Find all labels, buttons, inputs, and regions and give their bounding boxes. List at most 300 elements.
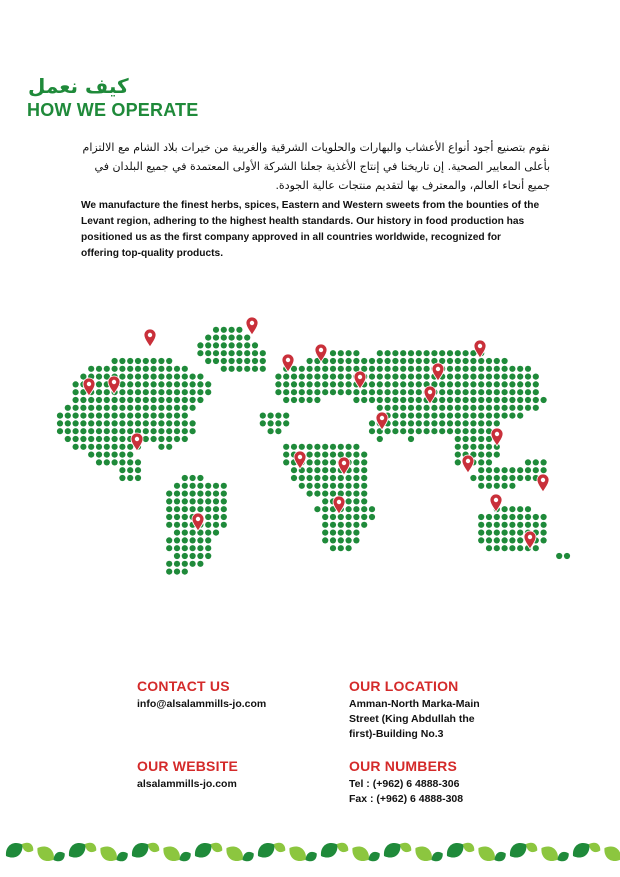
map-dot — [424, 428, 430, 434]
map-dot — [127, 358, 133, 364]
map-dot — [221, 491, 227, 497]
map-dot — [205, 514, 211, 520]
map-dot — [517, 545, 523, 551]
map-dot — [80, 397, 86, 403]
intro-paragraph-arabic: نقوم بتصنيع أجود أنواع الأعشاب والبهارات والحلويات الشرقية والغربية من خيرات بلاد الشام مع الالتزام بأعلى المعايير الصحية. إن تاريخنا في إنتاج الأغذية جعلنا الشركة الأولى المعتمدة في جميع البلدان في جميع أنحاء العالم، والمعترف بها لتقديم منتجات عالية الجودة. — [82, 141, 550, 192]
map-dot — [221, 522, 227, 528]
map-dot — [494, 374, 500, 380]
map-dot — [143, 374, 149, 380]
map-dot — [439, 413, 445, 419]
map-dot — [190, 498, 196, 504]
map-dot — [166, 389, 172, 395]
map-dot — [463, 413, 469, 419]
map-dot — [408, 420, 414, 426]
map-dot — [322, 366, 328, 372]
map-dot — [525, 405, 531, 411]
map-dot — [322, 452, 328, 458]
map-dot — [166, 405, 172, 411]
map-dot — [361, 522, 367, 528]
map-dot — [525, 397, 531, 403]
map-dot — [447, 420, 453, 426]
map-dot — [112, 405, 118, 411]
map-dot — [494, 420, 500, 426]
map-dot — [353, 358, 359, 364]
map-dot — [205, 506, 211, 512]
leaf-icon — [601, 842, 620, 865]
website-link[interactable]: alsalammills-jo.com — [137, 778, 237, 790]
map-dot — [88, 397, 94, 403]
map-dot — [509, 545, 515, 551]
map-dot — [447, 428, 453, 434]
map-dot — [478, 413, 484, 419]
map-dot — [80, 420, 86, 426]
map-dot — [307, 374, 313, 380]
map-dot — [166, 537, 172, 543]
map-dot — [96, 436, 102, 442]
map-dot — [135, 381, 141, 387]
map-dot — [392, 413, 398, 419]
map-dot — [346, 545, 352, 551]
map-dot — [182, 545, 188, 551]
map-dot — [236, 358, 242, 364]
map-dot — [166, 514, 172, 520]
numbers-heading: OUR NUMBERS — [349, 758, 457, 774]
map-pin-icon — [144, 329, 156, 347]
map-dot — [338, 522, 344, 528]
map-dot — [502, 389, 508, 395]
map-dot — [96, 366, 102, 372]
map-dot — [127, 405, 133, 411]
map-dot — [494, 366, 500, 372]
map-dot — [291, 475, 297, 481]
map-dot — [119, 366, 125, 372]
map-dot — [127, 397, 133, 403]
map-dot — [478, 537, 484, 543]
map-dot — [525, 389, 531, 395]
map-dot — [533, 405, 539, 411]
map-dot — [494, 397, 500, 403]
map-dot — [291, 397, 297, 403]
map-dot — [322, 530, 328, 536]
map-dot — [330, 475, 336, 481]
map-dot — [190, 381, 196, 387]
leaf-icon — [443, 839, 467, 862]
map-dot — [338, 358, 344, 364]
map-dot — [408, 381, 414, 387]
map-dot — [314, 374, 320, 380]
map-dot — [353, 514, 359, 520]
map-dot — [486, 467, 492, 473]
map-dot — [486, 436, 492, 442]
leaf-icon — [412, 842, 436, 865]
map-dot — [392, 358, 398, 364]
map-dot — [486, 358, 492, 364]
map-dot — [509, 397, 515, 403]
map-dot — [346, 475, 352, 481]
map-dot — [455, 358, 461, 364]
map-dot — [229, 366, 235, 372]
map-dot — [455, 366, 461, 372]
map-dot — [119, 428, 125, 434]
map-dot — [478, 358, 484, 364]
map-dot — [127, 452, 133, 458]
map-dot — [158, 397, 164, 403]
map-dot — [525, 381, 531, 387]
map-dot — [182, 514, 188, 520]
map-dot — [447, 366, 453, 372]
map-dot — [174, 537, 180, 543]
map-dot — [330, 358, 336, 364]
map-dot — [486, 522, 492, 528]
map-dot — [205, 545, 211, 551]
map-dot — [135, 459, 141, 465]
map-dot — [470, 389, 476, 395]
map-dot — [182, 420, 188, 426]
map-dot — [260, 350, 266, 356]
map-dot — [361, 459, 367, 465]
map-dot — [236, 366, 242, 372]
map-dot — [158, 444, 164, 450]
map-dot — [182, 436, 188, 442]
map-dot — [431, 420, 437, 426]
map-dot — [213, 514, 219, 520]
map-dot — [205, 335, 211, 341]
map-dot — [104, 444, 110, 450]
map-dot — [330, 374, 336, 380]
map-dot — [174, 381, 180, 387]
map-dot — [236, 350, 242, 356]
map-dot — [322, 483, 328, 489]
map-dot — [221, 366, 227, 372]
map-dot — [190, 475, 196, 481]
map-dot — [377, 358, 383, 364]
map-dot — [221, 350, 227, 356]
map-dot — [158, 366, 164, 372]
map-dot — [190, 530, 196, 536]
map-dot — [57, 428, 63, 434]
map-dot — [322, 467, 328, 473]
map-dot — [424, 420, 430, 426]
map-dot — [517, 475, 523, 481]
map-dot — [392, 374, 398, 380]
map-dot — [260, 358, 266, 364]
map-dot — [197, 397, 203, 403]
map-dot — [353, 483, 359, 489]
map-dot — [283, 459, 289, 465]
map-dot — [416, 366, 422, 372]
map-dot — [431, 350, 437, 356]
map-dot — [104, 397, 110, 403]
map-dot — [416, 350, 422, 356]
map-dot — [502, 537, 508, 543]
map-dot — [143, 405, 149, 411]
map-dot — [517, 374, 523, 380]
map-dot — [197, 342, 203, 348]
map-dot — [119, 444, 125, 450]
map-dot — [330, 514, 336, 520]
map-dot — [88, 428, 94, 434]
map-dot — [119, 459, 125, 465]
map-dot — [244, 335, 250, 341]
map-dot — [322, 506, 328, 512]
map-dot — [190, 428, 196, 434]
map-dot — [112, 397, 118, 403]
map-dot — [135, 475, 141, 481]
map-dot — [400, 397, 406, 403]
map-dot — [260, 420, 266, 426]
map-dot — [525, 366, 531, 372]
map-dot — [470, 436, 476, 442]
map-dot — [174, 522, 180, 528]
map-dot — [299, 444, 305, 450]
map-dot — [127, 420, 133, 426]
map-dot — [314, 483, 320, 489]
map-dot — [221, 514, 227, 520]
map-dot — [502, 467, 508, 473]
map-dot — [509, 475, 515, 481]
map-dot — [190, 491, 196, 497]
map-dot — [291, 444, 297, 450]
map-dot — [478, 405, 484, 411]
map-dot — [322, 374, 328, 380]
map-dot — [361, 514, 367, 520]
map-dot — [463, 366, 469, 372]
map-dot — [517, 413, 523, 419]
map-dot — [478, 374, 484, 380]
map-dot — [353, 397, 359, 403]
map-dot — [119, 389, 125, 395]
map-dot — [338, 545, 344, 551]
map-dot — [369, 506, 375, 512]
map-dot — [197, 553, 203, 559]
map-dot — [431, 413, 437, 419]
leaf-icon — [506, 839, 530, 862]
map-dot — [330, 459, 336, 465]
map-dot — [377, 381, 383, 387]
map-dot — [275, 389, 281, 395]
map-dot — [182, 483, 188, 489]
map-dot — [346, 522, 352, 528]
map-dot — [478, 475, 484, 481]
map-dot — [447, 350, 453, 356]
map-dot — [174, 506, 180, 512]
map-dot — [509, 366, 515, 372]
map-dot — [525, 467, 531, 473]
map-dot — [509, 381, 515, 387]
map-dot — [463, 436, 469, 442]
map-dot — [73, 389, 79, 395]
leaf-icon — [286, 842, 310, 865]
map-dot — [190, 420, 196, 426]
map-dot — [486, 459, 492, 465]
map-dot — [322, 522, 328, 528]
map-dot — [299, 483, 305, 489]
map-dot — [392, 405, 398, 411]
map-dot — [197, 491, 203, 497]
map-dot — [112, 459, 118, 465]
map-dot — [338, 530, 344, 536]
map-dot — [385, 389, 391, 395]
map-dot — [330, 483, 336, 489]
map-dot — [424, 374, 430, 380]
leaf-icon — [2, 839, 26, 862]
map-dot — [127, 413, 133, 419]
map-dot — [533, 381, 539, 387]
map-dot — [88, 444, 94, 450]
map-dot — [182, 381, 188, 387]
map-dot — [88, 436, 94, 442]
map-dot — [486, 475, 492, 481]
map-dot — [346, 350, 352, 356]
map-dot — [509, 506, 515, 512]
map-dot — [439, 397, 445, 403]
map-pin-icon — [108, 376, 120, 394]
map-dot — [494, 381, 500, 387]
map-dot — [478, 397, 484, 403]
map-dot — [127, 444, 133, 450]
map-dot — [346, 514, 352, 520]
map-dot — [174, 553, 180, 559]
map-dot — [197, 350, 203, 356]
map-dot — [174, 405, 180, 411]
map-dot — [275, 428, 281, 434]
map-dot — [424, 350, 430, 356]
map-dot — [541, 467, 547, 473]
map-dot — [213, 358, 219, 364]
map-dot — [166, 358, 172, 364]
map-dot — [174, 413, 180, 419]
leaf-icon — [569, 839, 593, 862]
map-dot — [447, 413, 453, 419]
map-dot — [478, 444, 484, 450]
map-dot — [377, 374, 383, 380]
map-dot — [221, 358, 227, 364]
map-dot — [268, 428, 274, 434]
map-dot — [104, 389, 110, 395]
map-dot — [447, 381, 453, 387]
map-dot — [502, 475, 508, 481]
map-dot — [307, 452, 313, 458]
map-dot — [314, 452, 320, 458]
map-dot — [135, 374, 141, 380]
map-dot — [463, 428, 469, 434]
map-dot — [174, 498, 180, 504]
map-dot — [213, 530, 219, 536]
map-dot — [416, 413, 422, 419]
page-title-arabic: كيف نعمل — [28, 74, 129, 98]
map-dot — [470, 397, 476, 403]
map-dot — [455, 459, 461, 465]
map-dot — [533, 389, 539, 395]
map-dot — [96, 444, 102, 450]
map-dot — [385, 397, 391, 403]
map-dot — [283, 413, 289, 419]
map-dot — [174, 389, 180, 395]
map-dot — [182, 405, 188, 411]
map-dot — [174, 428, 180, 434]
map-dot — [213, 335, 219, 341]
map-dot — [190, 397, 196, 403]
map-dot — [353, 444, 359, 450]
map-dot — [416, 389, 422, 395]
map-dot — [57, 413, 63, 419]
map-dot — [158, 428, 164, 434]
map-dot — [96, 397, 102, 403]
map-dot — [338, 366, 344, 372]
map-dot — [174, 514, 180, 520]
map-dot — [166, 381, 172, 387]
map-dot — [361, 491, 367, 497]
map-dot — [408, 405, 414, 411]
map-dot — [322, 389, 328, 395]
map-dot — [158, 436, 164, 442]
map-dot — [291, 381, 297, 387]
map-dot — [408, 397, 414, 403]
map-dot — [322, 475, 328, 481]
map-dot — [166, 545, 172, 551]
map-dot — [190, 389, 196, 395]
map-dot — [182, 475, 188, 481]
map-dot — [353, 475, 359, 481]
map-dot — [236, 342, 242, 348]
map-dot — [463, 389, 469, 395]
map-dot — [229, 358, 235, 364]
map-dot — [143, 436, 149, 442]
map-dot — [392, 366, 398, 372]
map-dot — [104, 459, 110, 465]
map-dot — [182, 561, 188, 567]
map-dot — [353, 467, 359, 473]
map-dot — [338, 350, 344, 356]
map-dot — [346, 498, 352, 504]
map-dot — [447, 397, 453, 403]
map-dot — [213, 483, 219, 489]
map-dot — [73, 381, 79, 387]
map-dot — [455, 381, 461, 387]
world-map — [0, 300, 620, 590]
map-dot — [517, 506, 523, 512]
map-dot — [73, 405, 79, 411]
map-dot — [112, 420, 118, 426]
map-dot — [330, 381, 336, 387]
map-dot — [174, 420, 180, 426]
map-dot — [377, 366, 383, 372]
map-dot — [166, 374, 172, 380]
map-dot — [127, 459, 133, 465]
contact-email[interactable]: info@alsalammills-jo.com — [137, 698, 267, 710]
map-dot — [182, 366, 188, 372]
map-dot — [494, 475, 500, 481]
leaf-icon — [34, 842, 58, 865]
leaf-icon — [65, 839, 89, 862]
map-dot — [494, 483, 500, 489]
map-dot — [112, 428, 118, 434]
map-dot — [478, 483, 484, 489]
map-dot — [353, 506, 359, 512]
map-dot — [470, 366, 476, 372]
map-dot — [463, 350, 469, 356]
map-dot — [213, 498, 219, 504]
map-dot — [151, 381, 157, 387]
map-dot — [463, 397, 469, 403]
map-dot — [439, 428, 445, 434]
map-dot — [361, 389, 367, 395]
map-dot — [275, 374, 281, 380]
map-dot — [252, 350, 258, 356]
map-dot — [369, 366, 375, 372]
map-dot — [463, 381, 469, 387]
map-dot — [80, 436, 86, 442]
